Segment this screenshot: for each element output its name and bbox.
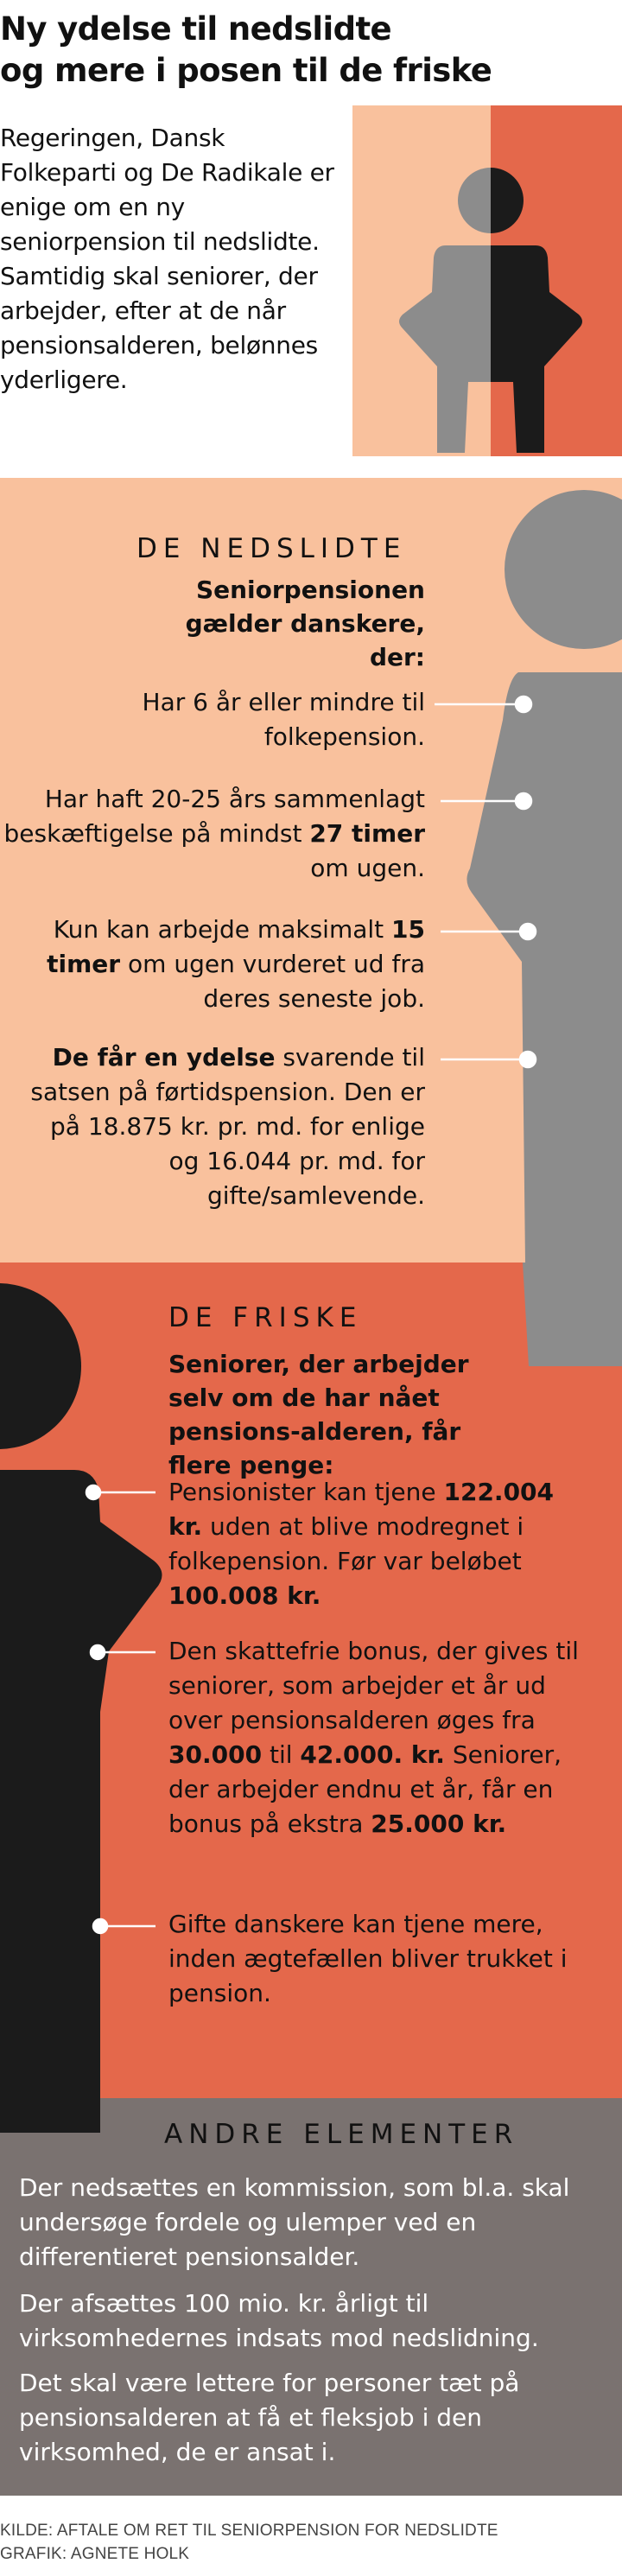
friske-item-2-bold-to: 42.000. kr. xyxy=(300,1740,445,1769)
nedslidte-item-4-bold: De får en ydelse xyxy=(52,1043,276,1072)
friske-item-2-text: Den skattefrie bonus, der gives til seniorer, som arbejder et år ud over pensionsalderen øges fra xyxy=(168,1637,579,1734)
nedslidte-item-2-text: Har haft 20-25 års sammenlagt beskæftigelse på mindst xyxy=(3,785,425,848)
nedslidte-item-2 xyxy=(0,782,425,886)
friske-item-2-bold-from: 30.000 xyxy=(168,1740,263,1769)
friske-item-2 xyxy=(168,1634,600,1841)
intro-paragraph-1: Regeringen, Dansk Folkeparti og De Radikale er enige om en ny seniorpension til nedslidte. xyxy=(0,124,334,256)
intro-graphic xyxy=(352,105,622,456)
nedslidte-item-2-bold: 27 timer xyxy=(309,819,425,848)
source-credit xyxy=(0,2519,622,2566)
friske-item-1-bold-end: 100.008 kr. xyxy=(168,1581,321,1610)
friske-heading: DE FRISKE xyxy=(168,1302,363,1333)
nedslidte-item-4 xyxy=(19,1040,425,1213)
nedslidte-item-2-text-end: om ugen. xyxy=(310,854,425,882)
friske-item-1-bold: 122.004 kr. xyxy=(168,1478,555,1541)
friske-item-2-text-more: Seniorer, der arbejder endnu et år, får en bonus på ekstra xyxy=(168,1740,562,1838)
title-line-1: Ny ydelse til nedslidte xyxy=(0,10,392,48)
nedslidte-item-4-text: svarende til satsen på førtidspension. Den er på 18.875 kr. pr. md. for enlige og 16.044 pr. md. for gifte/samlevende. xyxy=(30,1043,425,1210)
nedslidte-item-1: Har 6 år eller mindre til folkepension. xyxy=(142,688,425,751)
andre-item-3: Det skal være lettere for personer tæt på pensionsalderen at få et fleksjob i den virksomhed, de er ansat i. xyxy=(19,2369,520,2466)
page-title xyxy=(0,9,622,92)
friske-item-2-bold-extra: 25.000 kr. xyxy=(371,1810,507,1838)
friske-item-1-text: Pensionister kan tjene xyxy=(168,1478,444,1506)
graphic-credit-line: GRAFIK: AGNETE HOLK xyxy=(0,2545,190,2563)
section-nedslidte xyxy=(0,478,622,1263)
person-figure-icon xyxy=(352,105,622,456)
nedslidte-item-3-text: Kun kan arbejde maksimalt xyxy=(53,915,392,944)
source-line: KILDE: AFTALE OM RET TIL SENIORPENSION FOR NEDSLIDTE xyxy=(0,2522,498,2540)
friske-item-3: Gifte danskere kan tjene mere, inden ægtefællen bliver trukket i pension. xyxy=(168,1910,568,2007)
intro-text xyxy=(0,121,341,398)
nedslidte-heading: DE NEDSLIDTE xyxy=(136,533,407,564)
nedslidte-item-3 xyxy=(10,913,425,1016)
friske-item-1-text-mid: uden at blive modregnet i folkepension. Før var beløbet xyxy=(168,1512,524,1575)
section-andre xyxy=(0,2098,622,2496)
nedslidte-item-3-text-end: om ugen vurderet ud fra deres seneste job. xyxy=(120,950,425,1013)
title-line-2: og mere i posen til de friske xyxy=(0,52,492,89)
friske-item-1 xyxy=(168,1475,574,1613)
nedslidte-subheading: Seniorpensionen gælder danskere, der: xyxy=(185,576,425,671)
intro-paragraph-2: Samtidig skal seniorer, der arbejder, efter at de når pensionsalderen, belønnes yderligere. xyxy=(0,262,318,394)
andre-item-1: Der nedsættes en kommission, som bl.a. skal undersøge fordele og ulemper ved en differentieret pensionsalder. xyxy=(19,2173,570,2271)
friske-item-2-text-to: til xyxy=(262,1740,301,1769)
andre-item-2: Der afsættes 100 mio. kr. årligt til virksomhedernes indsats mod nedslidning. xyxy=(19,2289,539,2352)
andre-heading: ANDRE ELEMENTER xyxy=(164,2119,519,2150)
friske-subheading: Seniorer, der arbejder selv om de har nået pensions-alderen, får flere penge: xyxy=(168,1350,469,1479)
section-friske xyxy=(0,1263,622,2098)
nedslidte-item-3-bold: 15 timer xyxy=(47,915,425,978)
